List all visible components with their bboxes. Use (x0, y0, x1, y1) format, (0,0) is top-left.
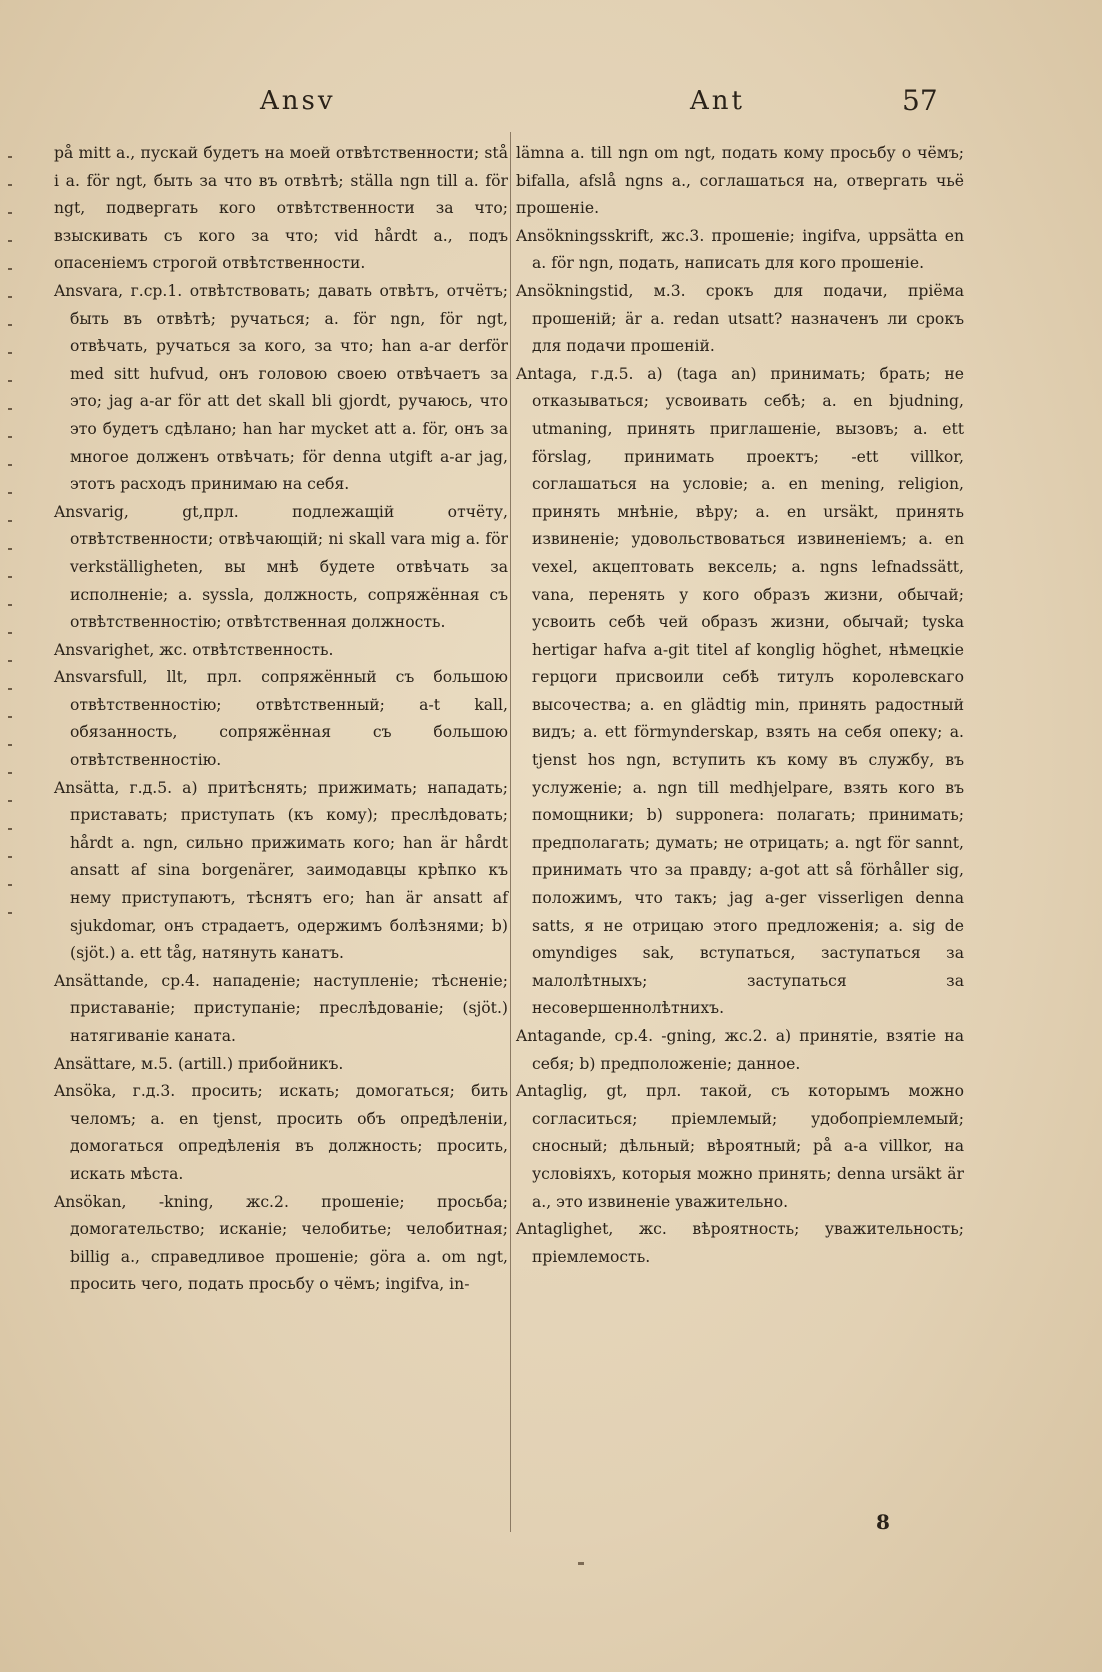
dictionary-entry: Ansätta, г.д.5. a) притѣснять; прижимать; нападать; приставать; приступать (къ кому); преслѣдовать; hårdt a. ngn, сильно прижимать кого; han är hårdt ansatt af sina borgenärer, заимодавцы крѣпко къ нему приступаютъ, тѣснятъ его; han är ansatt af sjukdomar, онъ страдаетъ, одержимъ болѣзнями; b) (sjöt.) a. ett tåg, натянуть канатъ. (54, 778, 508, 963)
dictionary-entry: Ansvarighet, жс. отвѣтственность. (54, 640, 334, 659)
page-number: 57 (902, 84, 938, 117)
dictionary-entry: Antagande, ср.4. -gning, жс.2. a) принятіе, взятіе на себя; b) предположеніе; данное. (516, 1027, 964, 1073)
dictionary-entry: Ansvara, г.ср.1. отвѣтствовать; давать отвѣтъ, отчётъ; быть въ отвѣтѣ; ручаться; a. för ngn, för ngt, отвѣчать, ручаться за кого, за что; han a-ar derför med sitt hufvud, онъ головою своею отвѣчаетъ за это; jag a-ar för att det skall bli gjordt, ручаюсь, что это будетъ сдѣлано; han har mycket att a. för, онъ за многое долженъ отвѣчать; för denna utgift a-ar jag, этотъ расходъ принимаю на себя. (54, 281, 508, 494)
dictionary-entry: Ansättare, м.5. (artill.) прибойникъ. (54, 1054, 344, 1073)
dictionary-entry: på mitt a., пускай будетъ на моей отвѣтственности; stå i a. för ngt, быть за что въ отвѣтѣ; ställa ngn till a. för ngt, подвергать кого отвѣтственности за что; взыскивать съ кого за что; vid hårdt a., подъ опасеніемъ строгой отвѣтственности. (54, 144, 508, 273)
dictionary-entry: lämna a. till ngn om ngt, подать кому просьбу о чёмъ; bifalla, afslå ngns a., соглашаться на, отвергать чьё прошеніе. (516, 144, 964, 218)
dictionary-entry: Antaglig, gt, прл. такой, съ которымъ можно согласиться; пріемлемый; удобопріемлемый; сносный; дѣльный; вѣроятный; på a-a villkor, на условіяхъ, которыя можно принять; denna ursäkt är a., это извиненіе уважительно. (516, 1082, 964, 1211)
left-edge-marks (2, 130, 16, 950)
dictionary-entry: Ansättande, ср.4. нападеніе; наступленіе; тѣсненіе; приставаніе; приступаніе; преслѣдованіе; (sjöt.) натягиваніе каната. (54, 971, 508, 1045)
dictionary-entry: Ansökan, -kning, жс.2. прошеніе; просьба; домогательство; исканіе; челобитье; челобитная; billig a., справедливое прошеніе; göra a. om ngt, просить чего, подать просьбу о чёмъ; ingifva, in- (54, 1192, 508, 1294)
right-column (516, 140, 964, 1271)
dictionary-entry: Ansökningstid, м.3. срокъ для подачи, пріёма прошеній; är a. redan utsatt? назначенъ ли срокъ для подачи прошеній. (516, 281, 964, 356)
column-divider (510, 132, 511, 1532)
running-head-right: Ant (690, 86, 745, 116)
dictionary-entry: Ansökningsskrift, жс.3. прошеніе; ingifva, uppsätta en a. för ngn, подать, написать для кого прошеніе. (516, 226, 964, 273)
dictionary-entry: Antaglighet, жс. вѣроятность; уважительность; пріемлемость. (516, 1220, 964, 1266)
signature-mark: 8 (876, 1510, 890, 1534)
ink-dot (578, 1562, 584, 1565)
dictionary-entry: Ansvarsfull, llt, прл. сопряжённый съ большою отвѣтственностію; отвѣтственный; a-t kall, обязанность, сопряжённая съ большою отвѣтственностію. (54, 668, 508, 770)
left-column (54, 140, 508, 1299)
running-head-left: Ansv (260, 86, 336, 116)
dictionary-entry: Ansöka, г.д.3. просить; искать; домогаться; бить челомъ; a. en tjenst, просить объ опредѣленіи, домогаться опредѣленія въ должность; просить, искать мѣста. (54, 1082, 508, 1183)
dictionary-entry: Ansvarig, gt,прл. подлежащій отчёту, отвѣтственности; отвѣчающій; ni skall vara mig a. för verkställigheten, вы мнѣ будете отвѣчать за исполненіе; a. syssla, должность, сопряжённая съ отвѣтственностію; отвѣтственная должность. (54, 502, 508, 632)
dictionary-entry: Antaga, г.д.5. a) (taga an) принимать; брать; не отказываться; усвоивать себѣ; a. en bjudning, utmaning, принять приглашеніе, вызовъ; a. ett förslag, принимать проектъ; -ett villkor, соглашаться на условіе; a. en mening, religion, принять мнѣніе, вѣру; a. en ursäkt, принять извиненіе; удовольствоваться извиненіемъ; a. en vexel, акцептовать вексель; a. ngns lefnadssätt, vana, перенять у кого образъ жизни, обычай; усвоить себѣ чей образъ жизни, обычай; tyska hertigar hafva a-git titel af konglig höghet, нѣмецкіе герцоги присвоили себѣ титулъ королевскаго высочества; a. en glädtig min, принять радостный видъ; a. ett förmynderskap, взять на себя опеку; a. tjenst hos ngn, вступить къ кому въ службу, въ услуженіе; a. ngn till medhjelpare, взять кого въ помощники; b) supponera: полагать; принимать; предполагать; думать; не отрицать; a. ngt för sannt, принимать что за правду; a-got att så förhåller sig, положимъ, что такъ; jag a-ger visserligen denna satts, я не отрицаю этого предложенія; a. sig de omyndiges sak, вступаться, заступаться за малолѣтныхъ; заступаться за несовершеннолѣтнихъ. (516, 364, 964, 1018)
page-header (0, 86, 1102, 126)
